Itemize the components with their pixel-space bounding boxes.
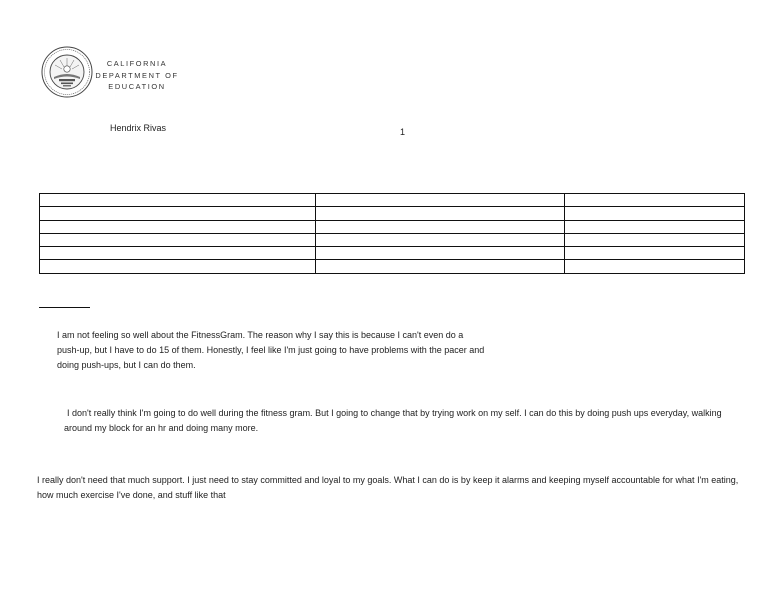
table-cell [40,260,316,273]
table-cell [565,207,745,220]
table-cell [316,233,565,246]
table-row [40,233,745,246]
agency-line: DEPARTMENT OF [95,70,179,80]
section-rule [39,307,90,308]
table-cell [40,247,316,260]
table-cell [565,220,745,233]
table-row [40,247,745,260]
agency-line: CALIFORNIA [106,59,168,68]
score-table [39,193,745,274]
table-cell [565,247,745,260]
table-cell [565,194,745,207]
table-cell [40,220,316,233]
student-name: Hendrix Rivas [110,123,167,133]
table-row [40,220,745,233]
table-cell [565,233,745,246]
page-number: 1 [400,127,406,137]
table-cell [316,247,565,260]
table-cell [40,207,316,220]
response-paragraph-3: I really don't need that much support. I just need to stay committed and loyal to my goals. What I can do is by keep it alarms and keeping myself accountable for what I'm eating, how much exercise I've done, and stuff like that [37,475,739,500]
agency-name [94,58,180,93]
table-cell [40,233,316,246]
table-cell [565,260,745,273]
table-row [40,207,745,220]
response-paragraph-2: I don't really think I'm going to do well during the fitness gram. But I going to change that by trying work on my self. I can do this by doing push ups everyday, walking around my block for an hr and doing many more. [64,408,722,433]
california-education-seal-icon [41,46,93,98]
table-cell [40,194,316,207]
table-row [40,194,745,207]
table-cell [316,194,565,207]
table-row [40,260,745,273]
response-paragraph-1: I am not feeling so well about the FitnessGram. The reason why I say this is because I can't even do a push-up, but I have to do 15 of them. Honestly, I feel like I'm just going to have problems with the pacer and doing push-ups, but I can do them. [57,330,485,370]
agency-line: EDUCATION [108,82,166,91]
table-cell [316,260,565,273]
table-cell [316,220,565,233]
table-cell [316,207,565,220]
